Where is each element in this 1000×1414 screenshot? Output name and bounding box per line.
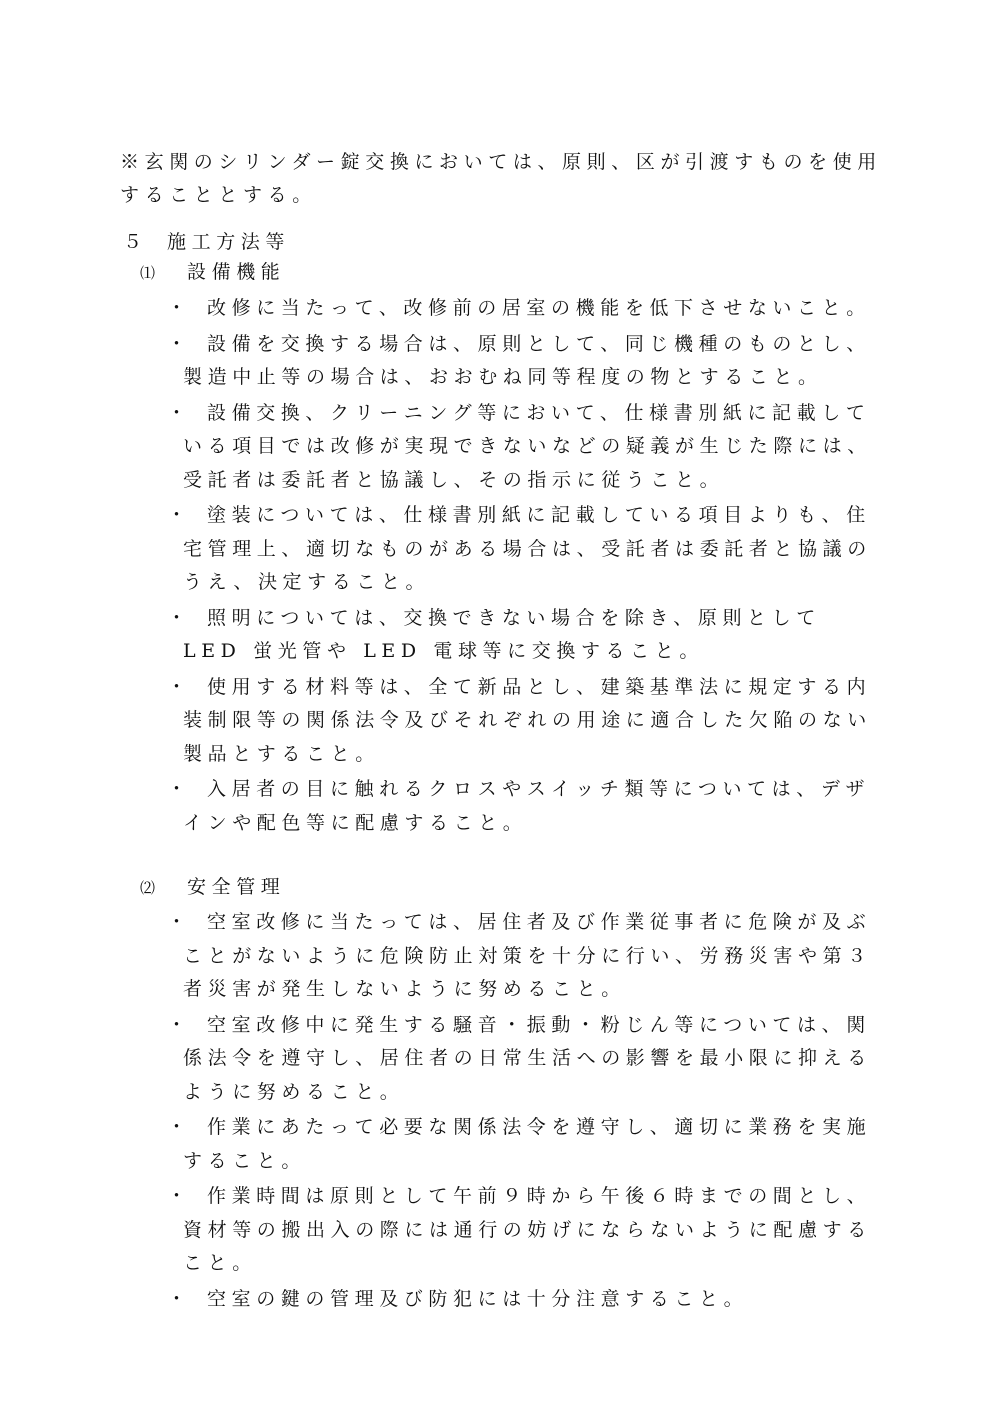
list-item: ・ 空室改修中に発生する騒音・振動・粉じん等については、関係法令を遵守し、居住者の日常生活への影響を最小限に抑えるように努めること。: [0, 1009, 883, 1110]
list-item: ・ 空室改修に当たっては、居住者及び作業従事者に危険が及ぶことがないように危険防止対策を十分に行い、労務災害や第３者災害が発生しないように努めること。: [0, 906, 883, 1007]
section-title: 施工方法等: [167, 231, 291, 253]
bullet: ・: [167, 911, 187, 933]
equipment-function-list: [0, 292, 883, 842]
list-item: ・ 使用する材料等は、全て新品とし、建築基準法に規定する内装制限等の関係法令及びそれぞれの用途に適合した欠陥のない製品とすること。: [0, 671, 883, 772]
subsection-number: ⑵: [140, 879, 156, 897]
list-item: ・ 作業時間は原則として午前９時から午後６時までの間とし、資材等の搬出入の際には通行の妨げにならないように配慮すること。: [0, 1180, 883, 1281]
bullet: ・: [167, 504, 187, 526]
bullet: ・: [167, 1185, 187, 1207]
subsection-heading-safety: [140, 872, 285, 903]
bullet: ・: [167, 1287, 187, 1310]
bullet: ・: [167, 1116, 187, 1138]
list-item: ・ 空室の鍵の管理及び防犯には十分注意すること。: [0, 1283, 883, 1317]
subsection-title: 安全管理: [187, 876, 286, 898]
bullet: ・: [167, 778, 187, 800]
bullet: ・: [167, 332, 187, 355]
list-item: ・ 設備交換、クリーニング等において、仕様書別紙に記載している項目では改修が実現できないなどの疑義が生じた際には、受託者は委託者と協議し、その指示に従うこと。: [0, 397, 883, 498]
section-heading: [123, 227, 290, 257]
bullet: ・: [167, 675, 187, 698]
safety-management-list: [0, 906, 883, 1318]
bullet: ・: [167, 401, 187, 424]
subsection-heading-equipment: [140, 257, 285, 288]
bullet: ・: [167, 1013, 187, 1036]
list-item: ・ 照明については、交換できない場合を除き、原則として LED 蛍光管や LED 電球等に交換すること。: [0, 602, 883, 669]
subsection-number: ⑴: [140, 264, 156, 282]
list-item: ・ 設備を交換する場合は、原則として、同じ機種のものとし、製造中止等の場合は、おおむね同等程度の物とすること。: [0, 328, 883, 395]
subsection-title: 設備機能: [187, 261, 286, 283]
list-item: ・ 作業にあたって必要な関係法令を遵守し、適切に業務を実施すること。: [0, 1111, 883, 1178]
list-item: ・ 入居者の目に触れるクロスやスイッチ類等については、デザインや配色等に配慮すること。: [0, 773, 883, 840]
bullet: ・: [167, 297, 187, 319]
cylinder-lock-note: ※玄関のシリンダー錠交換においては、原則、区が引渡すものを使用することとする。: [120, 151, 882, 206]
list-item: ・ 改修に当たって、改修前の居室の機能を低下させないこと。: [0, 292, 883, 326]
section-number: ５: [123, 231, 148, 253]
list-item: ・ 塗装については、仕様書別紙に記載している項目よりも、住宅管理上、適切なものがある場合は、受託者は委託者と協議のうえ、決定すること。: [0, 499, 883, 600]
bullet: ・: [167, 606, 187, 629]
